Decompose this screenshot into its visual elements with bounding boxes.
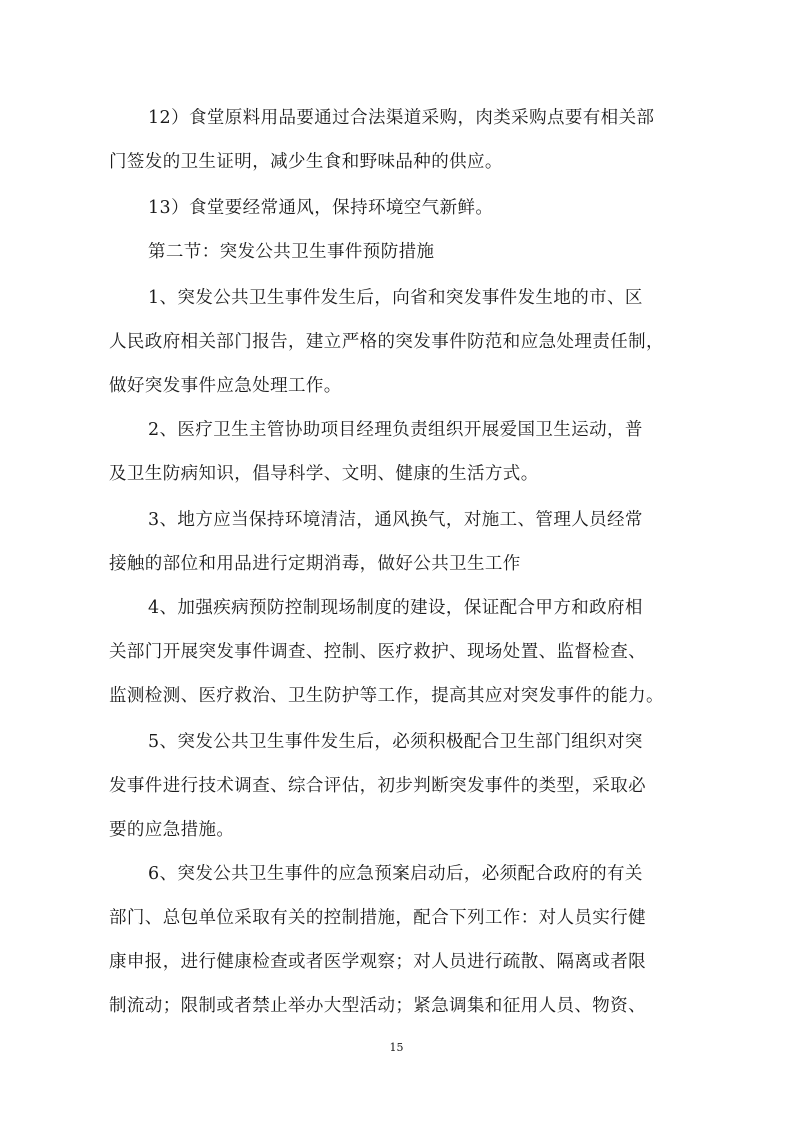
text-line: 6、突发公共卫生事件的应急预案启动后，必须配合政府的有关 bbox=[148, 864, 643, 884]
text-line: 做好突发事件应急处理工作。 bbox=[109, 376, 342, 396]
text-line: 接触的部位和用品进行定期消毒，做好公共卫生工作 bbox=[109, 554, 521, 574]
text-line: 康申报，进行健康检查或者医学观察；对人员进行疏散、隔离或者限 bbox=[109, 952, 646, 972]
text-line: 1、突发公共卫生事件发生后，向省和突发事件发生地的市、区 bbox=[148, 288, 643, 308]
text-line: 4、加强疾病预防控制现场制度的建设，保证配合甲方和政府相 bbox=[148, 598, 643, 618]
page-number: 15 bbox=[389, 1041, 404, 1054]
text-line: 关部门开展突发事件调查、控制、医疗救护、现场处置、监督检查、 bbox=[109, 642, 646, 662]
text-line: 门签发的卫生证明，减少生食和野味品种的供应。 bbox=[109, 152, 503, 172]
text-line: 监测检测、医疗救治、卫生防护等工作，提高其应对突发事件的能力。 bbox=[109, 686, 664, 706]
text-line: 发事件进行技术调查、综合评估，初步判断突发事件的类型，采取必 bbox=[109, 776, 646, 796]
text-line: 12）食堂原料用品要通过合法渠道采购，肉类采购点要有相关部 bbox=[148, 108, 655, 128]
text-line: 13）食堂要经常通风，保持环境空气新鲜。 bbox=[148, 198, 494, 218]
text-line: 2、医疗卫生主管协助项目经理负责组织开展爱国卫生运动，普 bbox=[148, 420, 643, 440]
text-line: 制流动；限制或者禁止举办大型活动；紧急调集和征用人员、物资、 bbox=[109, 996, 646, 1016]
text-line: 部门、总包单位采取有关的控制措施，配合下列工作：对人员实行健 bbox=[109, 908, 646, 928]
text-line: 3、地方应当保持环境清洁，通风换气，对施工、管理人员经常 bbox=[148, 510, 643, 530]
text-line: 要的应急措施。 bbox=[109, 820, 235, 840]
text-line: 人民政府相关部门报告，建立严格的突发事件防范和应急处理责任制， bbox=[109, 332, 664, 352]
section-heading: 第二节：突发公共卫生事件预防措施 bbox=[148, 242, 435, 262]
text-line: 5、突发公共卫生事件发生后，必须积极配合卫生部门组织对突 bbox=[148, 732, 643, 752]
text-line: 及卫生防病知识，倡导科学、文明、健康的生活方式。 bbox=[109, 464, 539, 484]
